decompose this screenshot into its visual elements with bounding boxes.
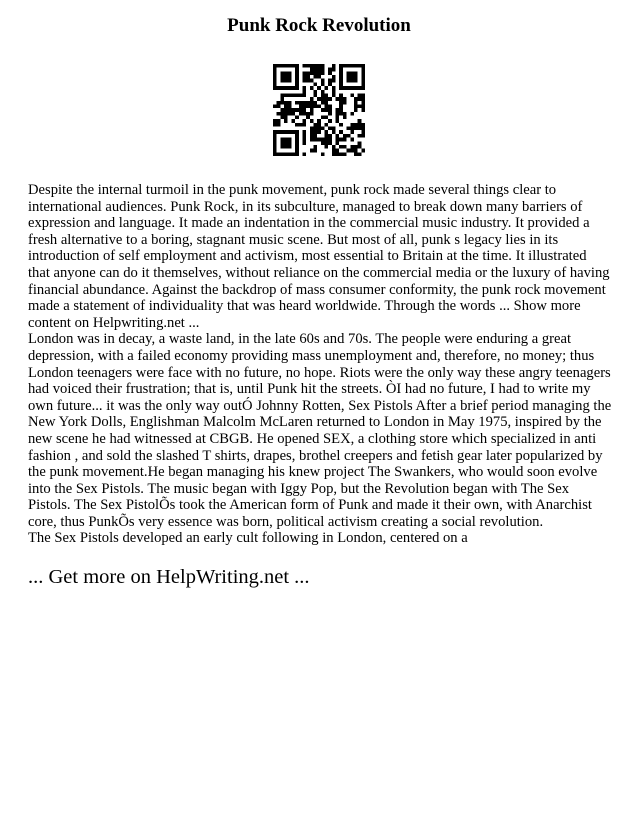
page-title: Punk Rock Revolution [227, 15, 411, 36]
paragraph-3: The Sex Pistols developed an early cult following in London, centered on a [28, 530, 468, 547]
paragraph-1: Despite the internal turmoil in the punk movement, punk rock made several things clear to international audiences. Punk Rock, in its subculture, managed to break down many barriers of expression and language. It made an indentation in the commercial music industry. It provided a fresh alternative to a boring, stagnant music scene. But most of all, punk s legacy lies in its introduction of self employment and activism, most essential to Britain at the time. It illustrated that anyone can do it themselves, without reliance on the commercial media or the luxury of having financial abundance. Against the backdrop of mass consumer conformity, the punk rock movement made a statement of individuality that was heard worldwide. Through the words ... Show more content on Helpwriting.net ... [28, 182, 610, 331]
qr-code-icon [273, 64, 365, 156]
get-more-link[interactable]: ... Get more on HelpWriting.net ... [28, 566, 310, 588]
paragraph-2: London was in decay, a waste land, in the late 60s and 70s. The people were enduring a great depression, with a failed economy providing mass unemployment and, therefore, no money; thus London teenagers were face with no future, no hope. Riots were the only way these angry teenagers had voiced their frustration; that is, until Punk hit the streets. ÒI had no future, I had to write my own future... it was the only way outÓ Johnny Rotten, Sex Pistols After a brief period managing the New York Dolls, Englishman Malcolm McLaren returned to London in May 1975, inspired by the new scene he had witnessed at CBGB. He opened SEX, a clothing store which specialized in anti fashion , and sold the slashed T shirts, drapes, brothel creepers and fetish gear later popularized by the punk movement.He began managing his knew project The Swankers, who would soon evolve into the Sex Pistols. The music began with Iggy Pop, but the Revolution began with The Sex Pistols. The Sex PistolÕs took the American form of Punk and made it their own, with Anarchist core, thus PunkÕs very essence was born, political activism creating a social revolution. [28, 331, 612, 530]
essay-body [28, 182, 612, 547]
